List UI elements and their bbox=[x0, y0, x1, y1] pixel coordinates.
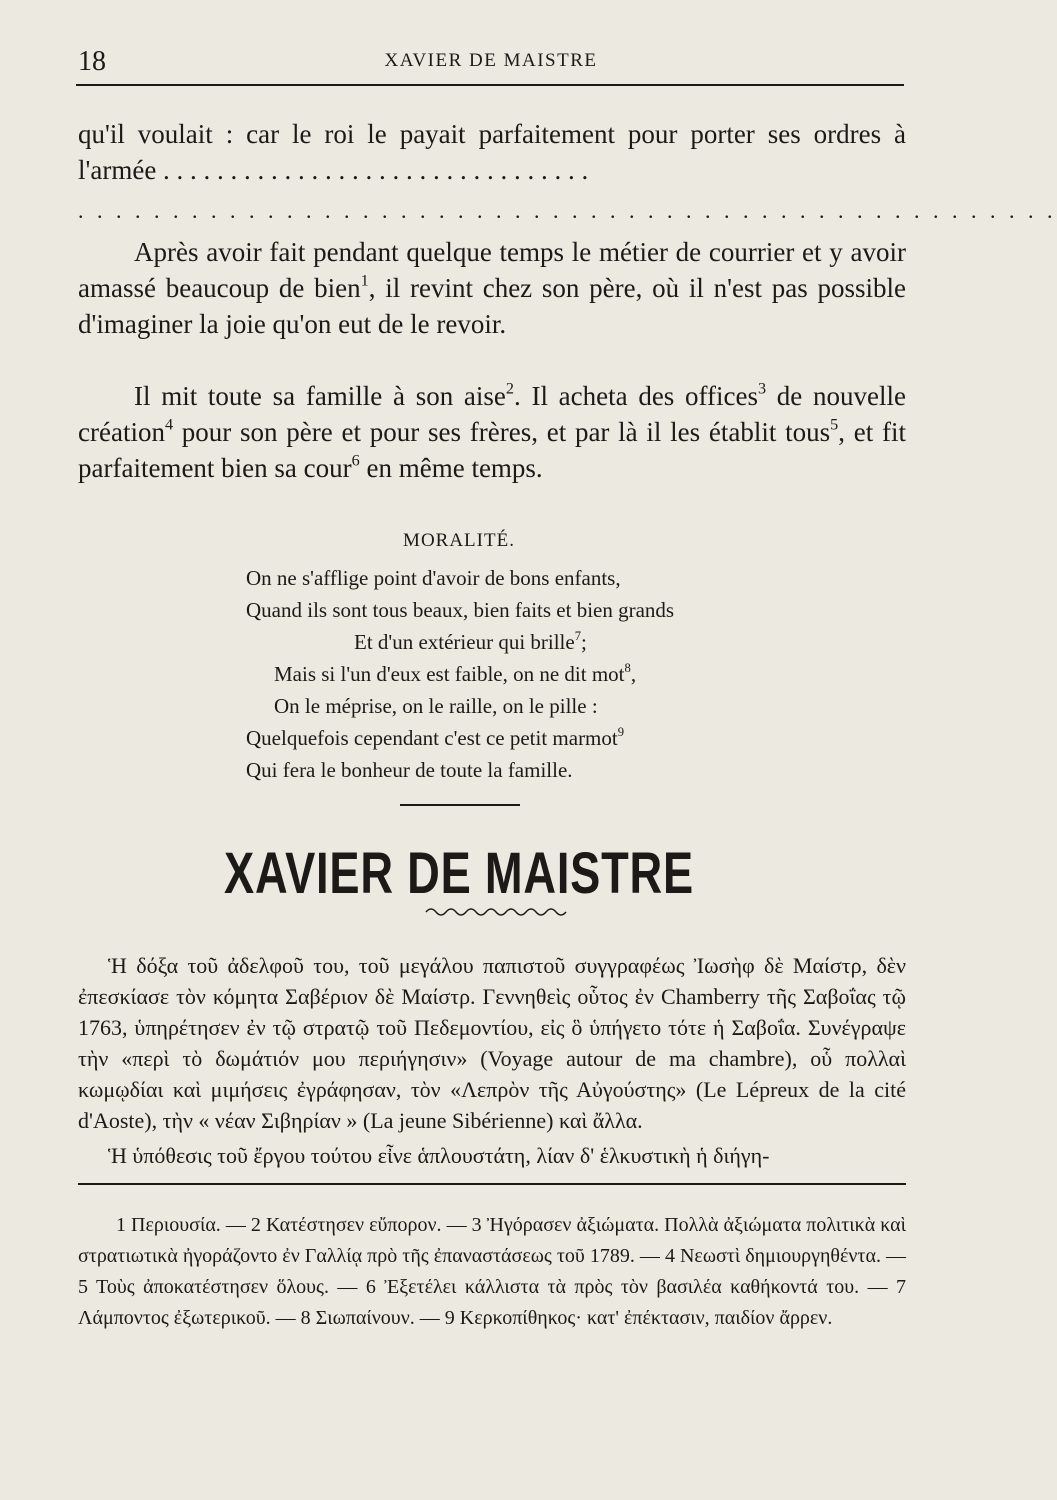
moral-title: MORALITÉ. bbox=[403, 530, 515, 551]
greek-paragraph-2: Ἡ ὑπόθεσις τοῦ ἔργου τούτου εἶνε ἁπλουστάτη, λίαν δ' ἑλκυστικὴ ἡ διήγη- bbox=[108, 1143, 770, 1168]
poem-line: Quand ils sont tous beaux, bien faits et bien grands bbox=[246, 598, 675, 622]
footnote-rule bbox=[78, 1183, 906, 1185]
footnote-ref-4: 4 bbox=[164, 415, 174, 434]
footnote-ref-3: 3 bbox=[758, 379, 767, 398]
poem-line: On le méprise, on le raille, on le pille : bbox=[274, 694, 598, 718]
header-rule bbox=[76, 84, 904, 86]
poem-line: On ne s'afflige point d'avoir de bons enfants, bbox=[246, 566, 621, 590]
footnote-ref-1: 1 bbox=[360, 271, 369, 290]
poem-line: Qui fera le bonheur de toute la famille. bbox=[246, 758, 573, 782]
moral-poem bbox=[246, 562, 806, 786]
paragraph-2: Après avoir fait pendant quelque temps le métier de courrier et y avoir amassé beaucoup de bien$^1$, il revint chez son père, où il n'est pas possible d'imaginer la joie qu'on eut de le revoir. bbox=[78, 237, 906, 339]
poem-line: Quelquefois cependant c'est ce petit marmot$^9$ bbox=[246, 725, 625, 750]
section-title: XAVIER DE MAISTRE bbox=[224, 841, 694, 906]
footnote-ref-5: 5 bbox=[830, 415, 839, 434]
paragraph-1: qu'il voulait : car le roi le payait parfaitement pour porter ses ordres à l'armée . . . . . . . . . . . . . . . . . . . . . . . . . . . . . . . . bbox=[78, 119, 906, 185]
page-header bbox=[78, 46, 904, 80]
wavy-ornament-icon bbox=[424, 902, 564, 922]
greek-paragraph-1: Ἡ δόξα τοῦ ἀδελφοῦ του, τοῦ μεγάλου παπιστοῦ συγγραφέως Ἰωσὴφ δὲ Μαίστρ, δὲν ἐπεσκίασε τὸν κόμητα Σαβέριον δὲ Μαίστρ. Γεννηθεὶς οὗτος ἐν Chamberry τῆς Σαβοΐας τῷ 1763, ὑπηρέτησεν ἐν τῷ στρατῷ τοῦ Πεδεμοντίου, εἰς ὃ ὑπήγετο τότε ἡ Σαβοΐα. Συνέγραψε τὴν «περὶ τὸ δωμάτιόν μου περιήγησιν» (Voyage autour de ma chambre), οὗ πολλαὶ κωμῳδίαι καὶ μιμήσεις ἐγράφησαν, τὸν «Λεπρὸν τῆς Αὐγούστης» (Le Lépreux de la cité d'Aoste), τὴν « νέαν Σιβηρίαν » (La jeune Sibérienne) καὶ ἄλλα. bbox=[78, 953, 906, 1133]
running-title: XAVIER DE MAISTRE bbox=[384, 50, 598, 71]
poem-line: Et d'un extérieur qui brille$^7$; bbox=[354, 629, 587, 654]
section-divider bbox=[400, 804, 520, 806]
footnotes: 1 Περιουσία. — 2 Κατέστησεν εὔπορον. — 3 Ἠγόρασεν ἀξιώματα. Πολλὰ ἀξιώματα πολιτικὰ καὶ στρατιωτικὰ ἠγοράζοντο ἐν Γαλλίᾳ πρὸ τῆς ἐπαναστάσεως τοῦ 1789. — 4 Νεωστὶ δημιουργηθέντα. — 5 Τοὺς ἀποκατέστησεν ὅλους. — 6 Ἐξετέλει κάλλιστα τὰ πρὸς τὸν βασιλέα καθήκοντά του. — 7 Λάμποντος ἐξωτερικοῦ. — 8 Σιωπαίνουν. — 9 Κερκοπίθηκος· κατ' ἐπέκτασιν, παιδίον ἄρρεν. bbox=[78, 1214, 906, 1329]
footnote-ref-2: 2 bbox=[505, 379, 514, 398]
page-number: 18 bbox=[78, 46, 106, 77]
ellipsis-line: . . . . . . . . . . . . . . . . . . . . . . . . . . . . . . . . . . . . . . . . . . . . . . . . . . . . bbox=[78, 198, 1057, 223]
poem-line: Mais si l'un d'eux est faible, on ne dit mot$^8$, bbox=[274, 661, 637, 686]
paragraph-3: Il mit toute sa famille à son aise$^2$. Il acheta des offices$^3$ de nouvelle création$^4$ pour son père et pour ses frères, et par là il les établit tous$^5$, et fit parfaitement bien sa cour$^6$ en même temps. bbox=[78, 379, 907, 483]
footnote-ref-6: 6 bbox=[351, 451, 360, 470]
